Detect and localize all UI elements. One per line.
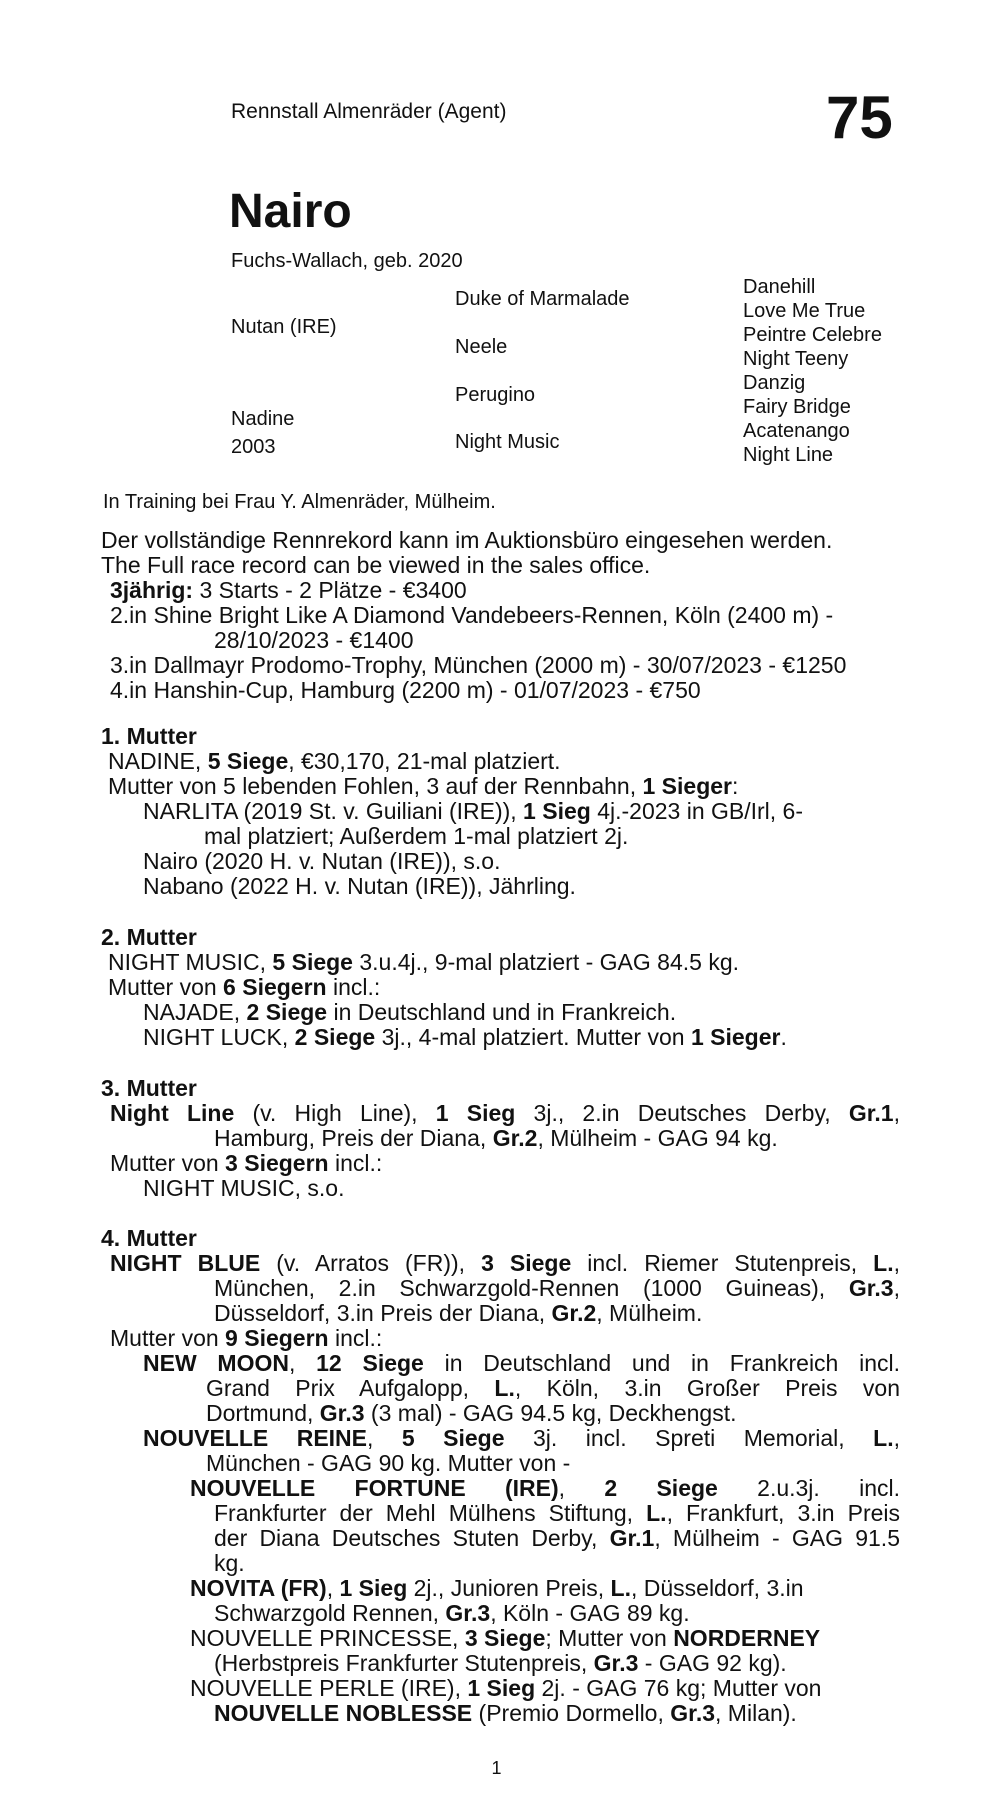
produce-entry: Nairo (2020 H. v. Nutan (IRE)), s.o. xyxy=(143,848,501,874)
race-record-note-de: Der vollständige Rennrekord kann im Auktionsbüro eingesehen werden. xyxy=(101,527,833,553)
pedigree-g3-item: Peintre Celebre xyxy=(743,324,882,346)
produce-summary: Mutter von 3 Siegern incl.: xyxy=(110,1150,383,1176)
dam-line: NIGHT MUSIC, 5 Siege 3.u.4j., 9-mal platziert - GAG 84.5 kg. xyxy=(108,949,740,975)
dam-line: NADINE, 5 Siege, €30,170, 21-mal platziert. xyxy=(108,748,561,774)
race-record-note-en: The Full race record can be viewed in the sales office. xyxy=(101,552,651,578)
produce-entry: NEW MOON, 12 Siege in Deutschland und in Frankreich incl. xyxy=(143,1350,901,1376)
grand-produce-entry: NOVITA (FR), 1 Sieg 2j., Junioren Preis, L., Düsseldorf, 3.in xyxy=(190,1575,804,1601)
section-first-dam xyxy=(101,724,901,899)
pedigree-g3-item: Fairy Bridge xyxy=(743,396,851,418)
dam-line-cont: Hamburg, Preis der Diana, Gr.2, Mülheim - GAG 94 kg. xyxy=(214,1125,778,1151)
pedigree-dam-sire: Perugino xyxy=(455,384,536,406)
pedigree-g3-item: Acatenango xyxy=(743,420,850,442)
pedigree-dam-dam: Night Music xyxy=(455,431,560,453)
grand-produce-entry-cont: (Herbstpreis Frankfurter Stutenpreis, Gr.3 - GAG 92 kg). xyxy=(214,1650,787,1676)
pedigree-g3 xyxy=(743,275,882,467)
pedigree-g3-item: Danzig xyxy=(743,372,806,394)
produce-entry-cont: Dortmund, Gr.3 (3 mal) - GAG 94.5 kg, Deckhengst. xyxy=(206,1400,737,1426)
produce-entry: NOUVELLE REINE, 5 Siege 3j. incl. Spreti Memorial, L., xyxy=(143,1425,901,1451)
pedigree-sire: Nutan (IRE) xyxy=(231,316,337,338)
section-heading: 1. Mutter xyxy=(101,723,197,749)
horse-name: Nairo xyxy=(229,185,352,238)
dam-line: NIGHT BLUE (v. Arratos (FR)), 3 Siege incl. Riemer Stutenpreis, L., xyxy=(110,1250,900,1276)
dam-line: Night Line (v. High Line), 1 Sieg 3j., 2.in Deutsches Derby, Gr.1, xyxy=(110,1100,900,1126)
page-number: 1 xyxy=(491,1758,502,1778)
consignor: Rennstall Almenräder (Agent) xyxy=(231,100,507,123)
section-heading: 2. Mutter xyxy=(101,924,197,950)
produce-entry: NAJADE, 2 Siege in Deutschland und in Frankreich. xyxy=(143,999,677,1025)
produce-summary: Mutter von 9 Siegern incl.: xyxy=(110,1325,383,1351)
race-entry: 2.in Shine Bright Like A Diamond Vandebeers-Rennen, Köln (2400 m) - xyxy=(110,602,834,628)
horse-description: Fuchs-Wallach, geb. 2020 xyxy=(231,250,463,272)
grand-produce-entry-cont: Schwarzgold Rennen, Gr.3, Köln - GAG 89 kg. xyxy=(214,1600,690,1626)
produce-entry: NIGHT LUCK, 2 Siege 3j., 4-mal platziert. Mutter von 1 Sieger. xyxy=(143,1024,787,1050)
dam-line-cont: Düsseldorf, 3.in Preis der Diana, Gr.2, Mülheim. xyxy=(214,1300,703,1326)
section-heading: 3. Mutter xyxy=(101,1075,197,1101)
training-info: In Training bei Frau Y. Almenräder, Mülheim. xyxy=(103,491,496,513)
race-entry: 3.in Dallmayr Prodomo-Trophy, München (2000 m) - 30/07/2023 - €1250 xyxy=(110,652,847,678)
pedigree-dam-year: 2003 xyxy=(231,436,276,458)
produce-summary: Mutter von 5 lebenden Fohlen, 3 auf der Rennbahn, 1 Sieger: xyxy=(108,773,739,799)
pedigree-g3-item: Love Me True xyxy=(743,300,866,322)
race-entry: 4.in Hanshin-Cup, Hamburg (2200 m) - 01/07/2023 - €750 xyxy=(110,677,701,703)
section-fourth-dam xyxy=(101,1226,901,1726)
pedigree-sire-dam: Neele xyxy=(455,336,508,358)
race-entry-cont: 28/10/2023 - €1400 xyxy=(214,627,414,653)
produce-entry: NIGHT MUSIC, s.o. xyxy=(143,1175,345,1201)
produce-entry-cont: mal platziert; Außerdem 1-mal platziert 2j. xyxy=(204,823,629,849)
produce-entry-cont: Grand Prix Aufgalopp, L., Köln, 3.in Großer Preis von xyxy=(206,1375,900,1401)
race-record-summary xyxy=(101,578,901,603)
produce-entry-cont: München - GAG 90 kg. Mutter von - xyxy=(206,1450,571,1476)
produce-summary: Mutter von 6 Siegern incl.: xyxy=(108,974,381,1000)
pedigree-sire-sire: Duke of Marmalade xyxy=(455,288,630,310)
grand-produce-entry: NOUVELLE FORTUNE (IRE), 2 Siege 2.u.3j. incl. xyxy=(190,1475,901,1501)
lot-number: 75 xyxy=(826,84,893,151)
age-summary: 3 Starts - 2 Plätze - €3400 xyxy=(193,577,467,603)
grand-produce-entry: NOUVELLE PRINCESSE, 3 Siege; Mutter von NORDERNEY xyxy=(190,1625,821,1651)
section-heading: 4. Mutter xyxy=(101,1225,197,1251)
grand-produce-entry-cont: NOUVELLE NOBLESSE (Premio Dormello, Gr.3, Milan). xyxy=(214,1700,797,1726)
pedigree-g3-item: Night Teeny xyxy=(743,348,849,370)
grand-produce-entry-cont: der Diana Deutsches Stuten Derby, Gr.1, Mülheim - GAG 91.5 xyxy=(214,1525,900,1551)
pedigree-dam: Nadine xyxy=(231,408,295,430)
age-label: 3jährig: xyxy=(110,577,194,603)
produce-entry: NARLITA (2019 St. v. Guiliani (IRE)), 1 Sieg 4j.-2023 in GB/Irl, 6- xyxy=(143,798,804,824)
pedigree-g3-item: Night Line xyxy=(743,444,834,466)
grand-produce-entry-cont: kg. xyxy=(214,1550,245,1576)
pedigree-g3-item: Danehill xyxy=(743,276,816,298)
section-second-dam xyxy=(101,925,901,1050)
section-third-dam xyxy=(101,1076,901,1201)
grand-produce-entry: NOUVELLE PERLE (IRE), 1 Sieg 2j. - GAG 76 kg; Mutter von xyxy=(190,1675,822,1701)
grand-produce-entry-cont: Frankfurter der Mehl Mülhens Stiftung, L., Frankfurt, 3.in Preis xyxy=(214,1500,900,1526)
race-record xyxy=(101,528,901,703)
produce-entry: Nabano (2022 H. v. Nutan (IRE)), Jährling. xyxy=(143,873,576,899)
dam-line-cont: München, 2.in Schwarzgold-Rennen (1000 Guineas), Gr.3, xyxy=(214,1275,900,1301)
